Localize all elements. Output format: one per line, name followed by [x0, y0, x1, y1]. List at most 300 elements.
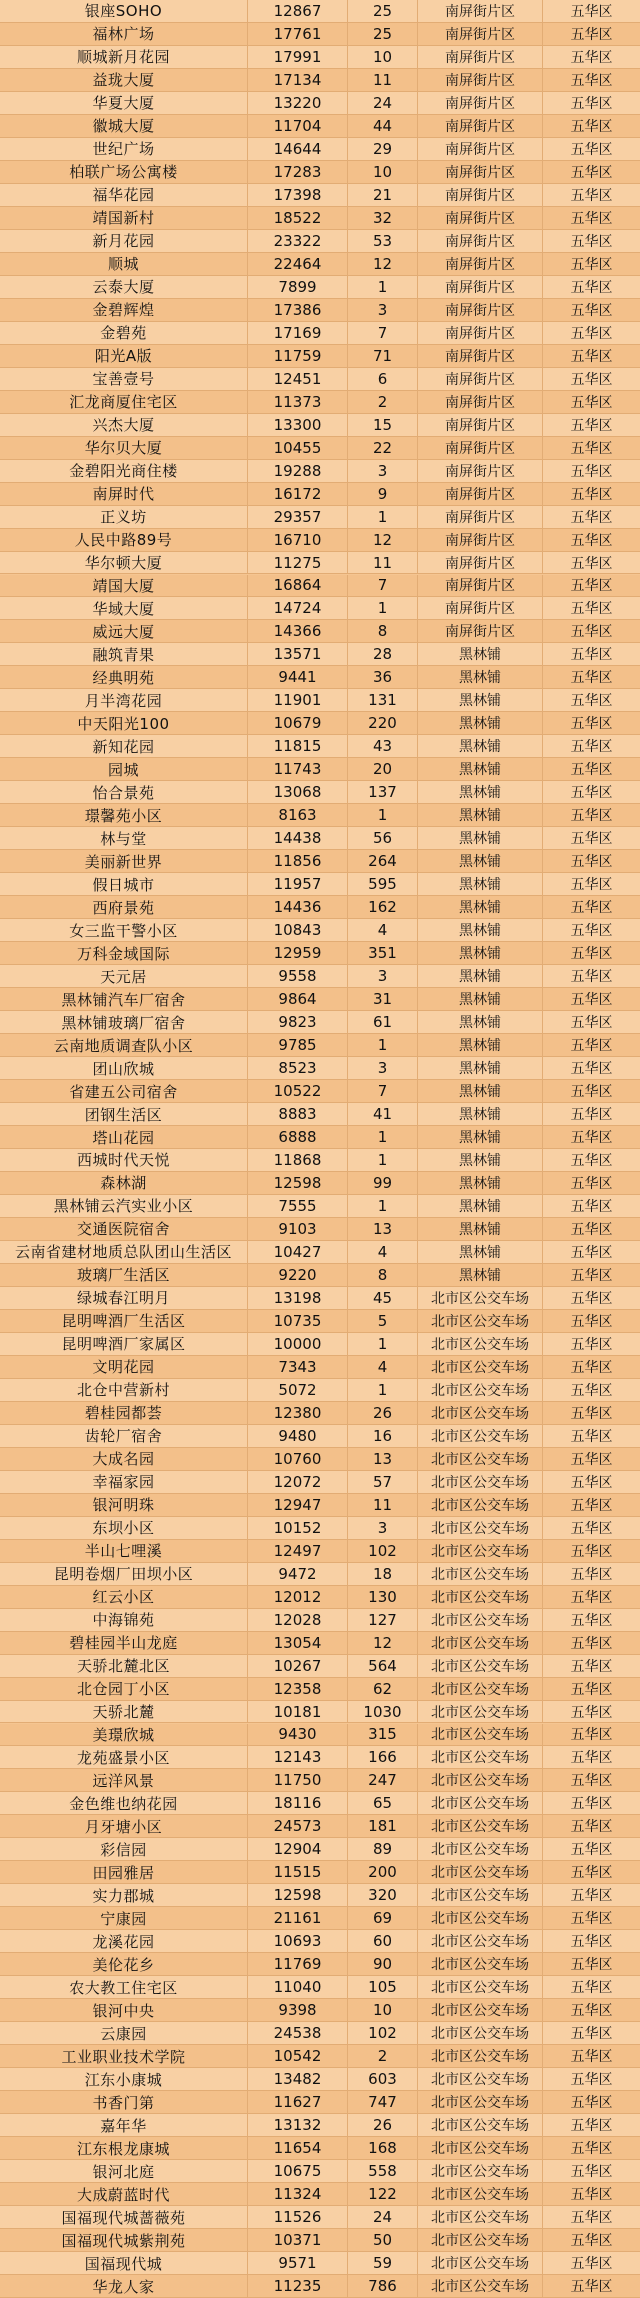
- district-cell: 五华区: [570, 670, 613, 687]
- estate-name-cell: 怡合景苑: [0, 781, 248, 803]
- area-cell: 黑林铺: [418, 919, 543, 941]
- listing-count-cell: 65: [348, 1792, 418, 1814]
- estate-name-cell: 林与堂: [0, 827, 248, 849]
- estate-name-cell: 碧桂园半山龙庭: [0, 1632, 248, 1654]
- listing-count-cell: 564: [348, 1655, 418, 1677]
- estate-name-cell: 半山七哩溪: [0, 1540, 248, 1562]
- district-cell: 五华区: [570, 1750, 613, 1767]
- district-cell: 五华区: [570, 946, 613, 963]
- listing-count-cell: 10: [348, 1999, 418, 2021]
- estate-name-cell: 工业职业技术学院: [0, 2045, 248, 2067]
- listing-count-cell: 32: [348, 207, 418, 229]
- table-row: [0, 850, 640, 873]
- table-row: [0, 0, 640, 23]
- area-cell: 南屏街片区: [418, 161, 543, 183]
- listing-count-cell: 41: [348, 1103, 418, 1125]
- estate-name-cell: 美丽新世界: [0, 850, 248, 872]
- listing-count-cell: 8: [348, 620, 418, 642]
- price-cell: 12143: [248, 1746, 348, 1768]
- table-row: [0, 666, 640, 689]
- table-row: [0, 115, 640, 138]
- price-cell: 5072: [248, 1379, 348, 1401]
- area-cell: 南屏街片区: [418, 299, 543, 321]
- table-row: [0, 460, 640, 483]
- price-cell: 11627: [248, 2091, 348, 2113]
- area-cell: 北市区公交车场: [418, 1907, 543, 1929]
- area-cell: 北市区公交车场: [418, 1746, 543, 1768]
- listing-count-cell: 10: [348, 161, 418, 183]
- price-cell: 11324: [248, 2183, 348, 2205]
- district-cell: 五华区: [570, 1658, 613, 1675]
- district-cell: 五华区: [570, 1451, 613, 1468]
- price-cell: 10000: [248, 1333, 348, 1355]
- price-cell: 9103: [248, 1218, 348, 1240]
- area-cell: 北市区公交车场: [418, 2252, 543, 2274]
- district-cell: 五华区: [570, 1313, 613, 1330]
- estate-name-cell: 龙溪花园: [0, 1930, 248, 1952]
- area-cell: 黑林铺: [418, 1149, 543, 1171]
- estate-name-cell: 新月花园: [0, 230, 248, 252]
- district-cell: 五华区: [570, 49, 613, 66]
- area-cell: 黑林铺: [418, 988, 543, 1010]
- estate-name-cell: 龙苑盛景小区: [0, 1746, 248, 1768]
- table-row: [0, 1471, 640, 1494]
- area-cell: 黑林铺: [418, 1126, 543, 1148]
- listing-count-cell: 168: [348, 2137, 418, 2159]
- listing-count-cell: 53: [348, 230, 418, 252]
- area-cell: 南屏街片区: [418, 276, 543, 298]
- price-cell: 14724: [248, 597, 348, 619]
- area-cell: 南屏街片区: [418, 115, 543, 137]
- price-cell: 9558: [248, 965, 348, 987]
- price-cell: 10455: [248, 437, 348, 459]
- price-cell: 13571: [248, 643, 348, 665]
- area-cell: 南屏街片区: [418, 597, 543, 619]
- price-cell: 17386: [248, 299, 348, 321]
- listing-count-cell: 1: [348, 1195, 418, 1217]
- table-row: [0, 1494, 640, 1517]
- listing-count-cell: 29: [348, 138, 418, 160]
- estate-name-cell: 彩信园: [0, 1838, 248, 1860]
- district-cell: 五华区: [570, 992, 613, 1009]
- price-cell: 7343: [248, 1356, 348, 1378]
- listing-count-cell: 558: [348, 2160, 418, 2182]
- district-cell: 五华区: [570, 164, 613, 181]
- listing-count-cell: 137: [348, 781, 418, 803]
- estate-name-cell: 嘉年华: [0, 2114, 248, 2136]
- area-cell: 北市区公交车场: [418, 1448, 543, 1470]
- table-row: [0, 529, 640, 552]
- area-cell: 北市区公交车场: [418, 1586, 543, 1608]
- estate-name-cell: 新知花园: [0, 735, 248, 757]
- listing-count-cell: 56: [348, 827, 418, 849]
- table-row: [0, 1126, 640, 1149]
- table-row: [0, 2275, 640, 2298]
- table-row: [0, 575, 640, 598]
- table-row: [0, 2229, 640, 2252]
- table-row: [0, 1609, 640, 1632]
- price-cell: 8523: [248, 1057, 348, 1079]
- price-cell: 12867: [248, 0, 348, 22]
- table-row: [0, 2160, 640, 2183]
- listing-count-cell: 11: [348, 69, 418, 91]
- area-cell: 黑林铺: [418, 1218, 543, 1240]
- estate-name-cell: 华夏大厦: [0, 92, 248, 114]
- table-row: [0, 1195, 640, 1218]
- district-cell: 五华区: [570, 2003, 613, 2020]
- area-cell: 北市区公交车场: [418, 1999, 543, 2021]
- listing-count-cell: 12: [348, 529, 418, 551]
- price-cell: 14438: [248, 827, 348, 849]
- estate-name-cell: 大成名园: [0, 1448, 248, 1470]
- price-cell: 24538: [248, 2022, 348, 2044]
- area-cell: 北市区公交车场: [418, 2091, 543, 2113]
- listing-count-cell: 24: [348, 92, 418, 114]
- price-cell: 6888: [248, 1126, 348, 1148]
- district-cell: 五华区: [570, 555, 613, 572]
- district-cell: 五华区: [570, 486, 613, 503]
- listing-count-cell: 90: [348, 1953, 418, 1975]
- listing-count-cell: 61: [348, 1011, 418, 1033]
- price-cell: 19288: [248, 460, 348, 482]
- area-cell: 黑林铺: [418, 781, 543, 803]
- price-cell: 12904: [248, 1838, 348, 1860]
- area-cell: 北市区公交车场: [418, 1815, 543, 1837]
- listing-count-cell: 11: [348, 1494, 418, 1516]
- price-cell: 18116: [248, 1792, 348, 1814]
- price-cell: 11957: [248, 873, 348, 895]
- table-row: [0, 804, 640, 827]
- listing-count-cell: 1: [348, 1379, 418, 1401]
- price-cell: 14436: [248, 896, 348, 918]
- listing-count-cell: 60: [348, 1930, 418, 1952]
- listing-count-cell: 3: [348, 1057, 418, 1079]
- price-cell: 16864: [248, 575, 348, 597]
- district-cell: 五华区: [570, 1704, 613, 1721]
- area-cell: 南屏街片区: [418, 552, 543, 574]
- listing-count-cell: 10: [348, 46, 418, 68]
- district-cell: 五华区: [570, 1497, 613, 1514]
- listing-count-cell: 351: [348, 942, 418, 964]
- table-row: [0, 276, 640, 299]
- table-row: [0, 483, 640, 506]
- price-cell: 12598: [248, 1884, 348, 1906]
- district-cell: 五华区: [570, 624, 613, 641]
- price-cell: 17991: [248, 46, 348, 68]
- listing-count-cell: 12: [348, 253, 418, 275]
- table-row: [0, 896, 640, 919]
- district-cell: 五华区: [570, 831, 613, 848]
- estate-name-cell: 南屏时代: [0, 483, 248, 505]
- price-cell: 11526: [248, 2206, 348, 2228]
- district-cell: 五华区: [570, 463, 613, 480]
- estate-name-cell: 银座SOHO: [0, 0, 248, 22]
- estate-name-cell: 银河北庭: [0, 2160, 248, 2182]
- table-row: [0, 1701, 640, 1724]
- estate-name-cell: 月半湾花园: [0, 689, 248, 711]
- district-cell: 五华区: [570, 2072, 613, 2089]
- district-cell: 五华区: [570, 1244, 613, 1261]
- area-cell: 黑林铺: [418, 666, 543, 688]
- table-row: [0, 161, 640, 184]
- estate-name-cell: 假日城市: [0, 873, 248, 895]
- listing-count-cell: 43: [348, 735, 418, 757]
- district-cell: 五华区: [570, 509, 613, 526]
- district-cell: 五华区: [570, 1566, 613, 1583]
- price-cell: 9823: [248, 1011, 348, 1033]
- estate-name-cell: 中海锦苑: [0, 1609, 248, 1631]
- table-row: [0, 1930, 640, 1953]
- district-cell: 五华区: [570, 601, 613, 618]
- area-cell: 南屏街片区: [418, 483, 543, 505]
- table-row: [0, 1425, 640, 1448]
- estate-name-cell: 北仓中营新村: [0, 1379, 248, 1401]
- estate-name-cell: 中天阳光100: [0, 712, 248, 734]
- estate-name-cell: 书香门第: [0, 2091, 248, 2113]
- estate-name-cell: 云泰大厦: [0, 276, 248, 298]
- area-cell: 南屏街片区: [418, 46, 543, 68]
- district-cell: 五华区: [570, 1911, 613, 1928]
- area-cell: 南屏街片区: [418, 184, 543, 206]
- district-cell: 五华区: [570, 1934, 613, 1951]
- table-row: [0, 1540, 640, 1563]
- area-cell: 黑林铺: [418, 1011, 543, 1033]
- listing-count-cell: 9: [348, 483, 418, 505]
- price-cell: 12028: [248, 1609, 348, 1631]
- table-row: [0, 873, 640, 896]
- table-row: [0, 506, 640, 529]
- table-row: [0, 1517, 640, 1540]
- area-cell: 北市区公交车场: [418, 1678, 543, 1700]
- price-cell: 12072: [248, 1471, 348, 1493]
- table-row: [0, 253, 640, 276]
- listing-count-cell: 57: [348, 1471, 418, 1493]
- area-cell: 北市区公交车场: [418, 1425, 543, 1447]
- area-cell: 北市区公交车场: [418, 1861, 543, 1883]
- price-cell: 11901: [248, 689, 348, 711]
- estate-name-cell: 璟馨苑小区: [0, 804, 248, 826]
- area-cell: 南屏街片区: [418, 575, 543, 597]
- table-row: [0, 2252, 640, 2275]
- district-cell: 五华区: [570, 1773, 613, 1790]
- listing-count-cell: 162: [348, 896, 418, 918]
- price-cell: 9571: [248, 2252, 348, 2274]
- table-row: [0, 1792, 640, 1815]
- district-cell: 五华区: [570, 877, 613, 894]
- table-row: [0, 1379, 640, 1402]
- estate-name-cell: 塔山花园: [0, 1126, 248, 1148]
- area-cell: 南屏街片区: [418, 506, 543, 528]
- area-cell: 南屏街片区: [418, 620, 543, 642]
- district-cell: 五华区: [570, 1428, 613, 1445]
- price-cell: 13482: [248, 2068, 348, 2090]
- listing-count-cell: 3: [348, 299, 418, 321]
- area-cell: 南屏街片区: [418, 138, 543, 160]
- listing-count-cell: 1030: [348, 1701, 418, 1723]
- listing-count-cell: 1: [348, 1034, 418, 1056]
- area-cell: 北市区公交车场: [418, 1953, 543, 1975]
- table-row: [0, 1264, 640, 1287]
- price-cell: 13198: [248, 1287, 348, 1309]
- table-row: [0, 1586, 640, 1609]
- price-cell: 11769: [248, 1953, 348, 1975]
- listing-count-cell: 50: [348, 2229, 418, 2251]
- listing-count-cell: 6: [348, 368, 418, 390]
- area-cell: 北市区公交车场: [418, 1724, 543, 1746]
- listing-count-cell: 102: [348, 2022, 418, 2044]
- listing-count-cell: 247: [348, 1769, 418, 1791]
- price-cell: 9864: [248, 988, 348, 1010]
- price-cell: 12947: [248, 1494, 348, 1516]
- district-cell: 五华区: [570, 2049, 613, 2066]
- estate-name-cell: 江东根龙康城: [0, 2137, 248, 2159]
- price-cell: 11275: [248, 552, 348, 574]
- area-cell: 北市区公交车场: [418, 1471, 543, 1493]
- estate-name-cell: 福华花园: [0, 184, 248, 206]
- listing-count-cell: 122: [348, 2183, 418, 2205]
- price-cell: 12358: [248, 1678, 348, 1700]
- area-cell: 南屏街片区: [418, 23, 543, 45]
- table-row: [0, 1746, 640, 1769]
- price-cell: 9430: [248, 1724, 348, 1746]
- table-row: [0, 643, 640, 666]
- estate-name-cell: 汇龙商厦住宅区: [0, 391, 248, 413]
- listing-count-cell: 315: [348, 1724, 418, 1746]
- district-cell: 五华区: [570, 1061, 613, 1078]
- estate-name-cell: 江东小康城: [0, 2068, 248, 2090]
- estate-name-cell: 华尔贝大厦: [0, 437, 248, 459]
- estate-name-cell: 田园雅居: [0, 1861, 248, 1883]
- area-cell: 北市区公交车场: [418, 1655, 543, 1677]
- price-cell: 8163: [248, 804, 348, 826]
- price-cell: 17169: [248, 322, 348, 344]
- table-row: [0, 1448, 640, 1471]
- district-cell: 五华区: [570, 256, 613, 273]
- table-row: [0, 391, 640, 414]
- listing-count-cell: 62: [348, 1678, 418, 1700]
- price-cell: 17134: [248, 69, 348, 91]
- estate-name-cell: 云南地质调查队小区: [0, 1034, 248, 1056]
- district-cell: 五华区: [570, 1015, 613, 1032]
- district-cell: 五华区: [570, 1612, 613, 1629]
- estate-name-cell: 昆明啤酒厂生活区: [0, 1310, 248, 1332]
- listing-count-cell: 603: [348, 2068, 418, 2090]
- listing-count-cell: 44: [348, 115, 418, 137]
- table-row: [0, 1953, 640, 1976]
- estate-name-cell: 正义坊: [0, 506, 248, 528]
- price-cell: 11515: [248, 1861, 348, 1883]
- area-cell: 南屏街片区: [418, 69, 543, 91]
- area-cell: 黑林铺: [418, 1103, 543, 1125]
- price-cell: 10267: [248, 1655, 348, 1677]
- estate-name-cell: 益珑大厦: [0, 69, 248, 91]
- area-cell: 北市区公交车场: [418, 1701, 543, 1723]
- estate-name-cell: 农大教工住宅区: [0, 1976, 248, 1998]
- estate-name-cell: 靖国新村: [0, 207, 248, 229]
- estate-name-cell: 文明花园: [0, 1356, 248, 1378]
- price-cell: 11704: [248, 115, 348, 137]
- listing-count-cell: 21: [348, 184, 418, 206]
- table-row: [0, 1632, 640, 1655]
- district-cell: 五华区: [570, 2279, 613, 2295]
- listing-count-cell: 4: [348, 1241, 418, 1263]
- table-row: [0, 1011, 640, 1034]
- district-cell: 五华区: [570, 348, 613, 365]
- district-cell: 五华区: [570, 26, 613, 43]
- table-row: [0, 46, 640, 69]
- price-cell: 12598: [248, 1172, 348, 1194]
- area-cell: 黑林铺: [418, 1034, 543, 1056]
- estate-name-cell: 森林湖: [0, 1172, 248, 1194]
- estate-name-cell: 宝善壹号: [0, 368, 248, 390]
- area-cell: 黑林铺: [418, 735, 543, 757]
- price-cell: 9398: [248, 1999, 348, 2021]
- listing-count-cell: 1: [348, 506, 418, 528]
- area-cell: 南屏街片区: [418, 207, 543, 229]
- price-cell: 11654: [248, 2137, 348, 2159]
- price-cell: 13300: [248, 414, 348, 436]
- price-cell: 17398: [248, 184, 348, 206]
- listing-count-cell: 24: [348, 2206, 418, 2228]
- area-cell: 南屏街片区: [418, 437, 543, 459]
- table-row: [0, 552, 640, 575]
- area-cell: 北市区公交车场: [418, 2045, 543, 2067]
- area-cell: 北市区公交车场: [418, 1838, 543, 1860]
- area-cell: 北市区公交车场: [418, 1930, 543, 1952]
- listing-count-cell: 25: [348, 0, 418, 22]
- table-row: [0, 368, 640, 391]
- district-cell: 五华区: [570, 785, 613, 802]
- listing-count-cell: 595: [348, 873, 418, 895]
- table-row: [0, 1861, 640, 1884]
- listing-count-cell: 8: [348, 1264, 418, 1286]
- listing-count-cell: 1: [348, 597, 418, 619]
- area-cell: 黑林铺: [418, 758, 543, 780]
- district-cell: 五华区: [570, 371, 613, 388]
- table-row: [0, 1655, 640, 1678]
- estate-name-cell: 实力郡城: [0, 1884, 248, 1906]
- district-cell: 五华区: [570, 1589, 613, 1606]
- district-cell: 五华区: [570, 1796, 613, 1813]
- price-cell: 14366: [248, 620, 348, 642]
- district-cell: 五华区: [570, 716, 613, 733]
- district-cell: 五华区: [570, 2095, 613, 2112]
- price-cell: 13068: [248, 781, 348, 803]
- district-cell: 五华区: [570, 1336, 613, 1353]
- listing-count-cell: 26: [348, 2114, 418, 2136]
- area-cell: 黑林铺: [418, 1080, 543, 1102]
- table-row: [0, 322, 640, 345]
- listing-count-cell: 26: [348, 1402, 418, 1424]
- estate-name-cell: 园城: [0, 758, 248, 780]
- table-row: [0, 2114, 640, 2137]
- price-cell: 16710: [248, 529, 348, 551]
- district-cell: 五华区: [570, 1842, 613, 1859]
- area-cell: 北市区公交车场: [418, 1402, 543, 1424]
- table-row: [0, 345, 640, 368]
- table-row: [0, 1678, 640, 1701]
- estate-name-cell: 徽城大厦: [0, 115, 248, 137]
- area-cell: 北市区公交车场: [418, 2114, 543, 2136]
- price-cell: 11373: [248, 391, 348, 413]
- estate-name-cell: 华尔顿大厦: [0, 552, 248, 574]
- table-row: [0, 1034, 640, 1057]
- area-cell: 北市区公交车场: [418, 2137, 543, 2159]
- price-cell: 13054: [248, 1632, 348, 1654]
- district-cell: 五华区: [570, 2210, 613, 2227]
- listing-count-cell: 11: [348, 552, 418, 574]
- estate-name-cell: 云南省建材地质总队团山生活区: [0, 1241, 248, 1263]
